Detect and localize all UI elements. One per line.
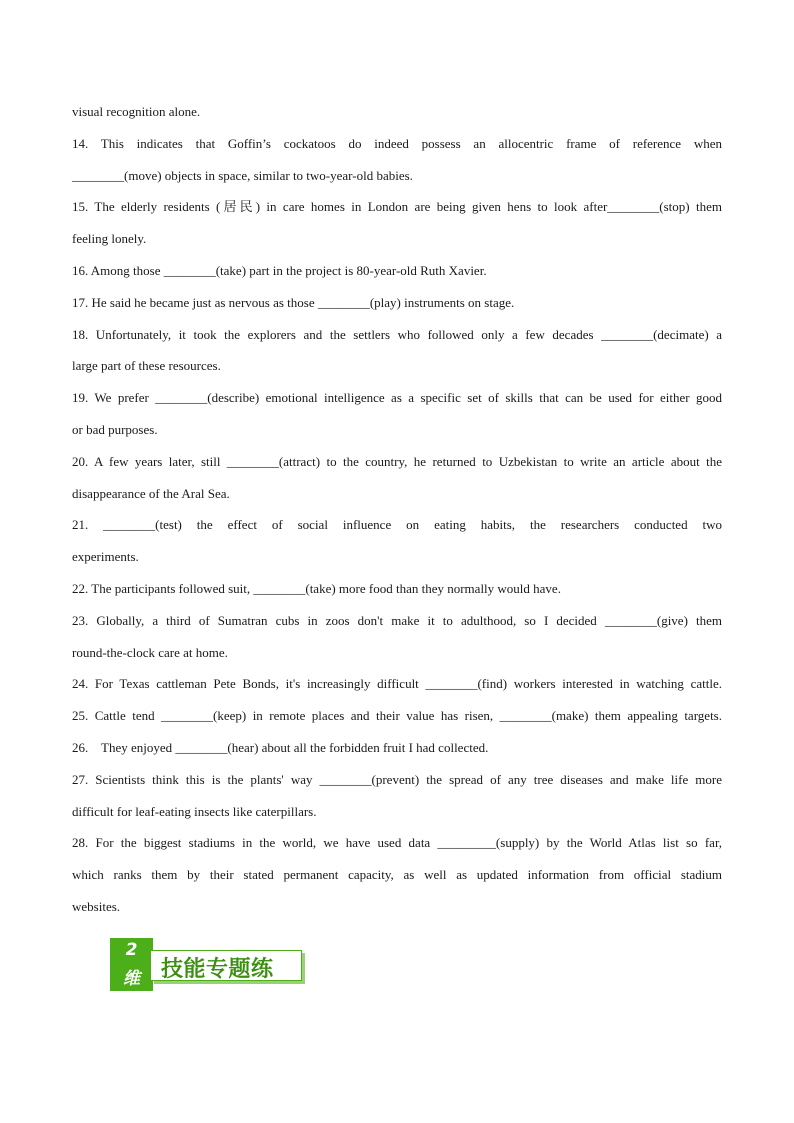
question-19-line-2: or bad purposes.: [72, 421, 158, 437]
section-number: 2: [125, 940, 138, 960]
question-15-line-1: 15. The elderly residents (居民) in care homes in London are being given hens to look after________(stop) them: [72, 199, 722, 215]
question-26: 26. They enjoyed ________(hear) about all the forbidden fruit I had collected.: [72, 739, 489, 755]
question-21-line-1: 21. ________(test) the effect of social influence on eating habits, the researchers conducted two: [72, 517, 722, 533]
question-27-line-2: difficult for leaf-eating insects like caterpillars.: [72, 803, 317, 819]
text-line: visual recognition alone.: [72, 104, 201, 119]
question-20-line-1: 20. A few years later, still ________(attract) to the country, he returned to Uzbekistan to write an article about the: [72, 453, 722, 469]
question-14-line-1: 14. This indicates that Goffin’s cockatoos do indeed possess an allocentric frame of reference when: [72, 135, 722, 151]
question-28-line-1: 28. For the biggest stadiums in the world, we have used data _________(supply) by the World Atlas list so far,: [72, 835, 722, 851]
question-22: 22. The participants followed suit, ________(take) more food than they normally would have.: [72, 580, 561, 596]
question-23-line-2: round-the-clock care at home.: [72, 644, 228, 660]
question-15-line-2: feeling lonely.: [72, 231, 147, 247]
section-banner: [110, 938, 304, 992]
question-24: 24. For Texas cattleman Pete Bonds, it's increasingly difficult ________(find) workers interested in watching cattle.: [72, 676, 722, 692]
question-23-line-1: 23. Globally, a third of Sumatran cubs in zoos don't make it to adulthood, so I decided ________(give) them: [72, 612, 722, 628]
question-28-line-3: websites.: [72, 898, 121, 914]
question-21-line-2: experiments.: [72, 549, 139, 565]
question-27-line-1: 27. Scientists think this is the plants' way ________(prevent) the spread of any tree diseases and make life more: [72, 771, 722, 787]
section-badge: [110, 938, 153, 991]
question-16: 16. Among those ________(take) part in the project is 80-year-old Ruth Xavier.: [72, 262, 487, 278]
section-title: 技能专题练: [161, 957, 274, 982]
exercise-page: [72, 96, 722, 923]
question-25: 25. Cattle tend ________(keep) in remote places and their value has risen, ________(make) them appealing targets.: [72, 708, 722, 724]
question-18-line-1: 18. Unfortunately, it took the explorers and the settlers who followed only a few decades ________(decimate) a: [72, 326, 722, 342]
question-19-line-1: 19. We prefer ________(describe) emotional intelligence as a specific set of skills that can be used for either good: [72, 390, 722, 406]
question-18-line-2: large part of these resources.: [72, 358, 221, 374]
section-title-box: [151, 950, 302, 981]
question-28-line-2: which ranks them by their stated permanent capacity, as well as updated information from official stadium: [72, 867, 722, 883]
question-20-line-2: disappearance of the Aral Sea.: [72, 485, 230, 501]
question-17: 17. He said he became just as nervous as those ________(play) instruments on stage.: [72, 294, 515, 310]
question-14-line-2: ________(move) objects in space, similar to two-year-old babies.: [72, 167, 413, 183]
section-badge-char: 维: [123, 969, 140, 989]
